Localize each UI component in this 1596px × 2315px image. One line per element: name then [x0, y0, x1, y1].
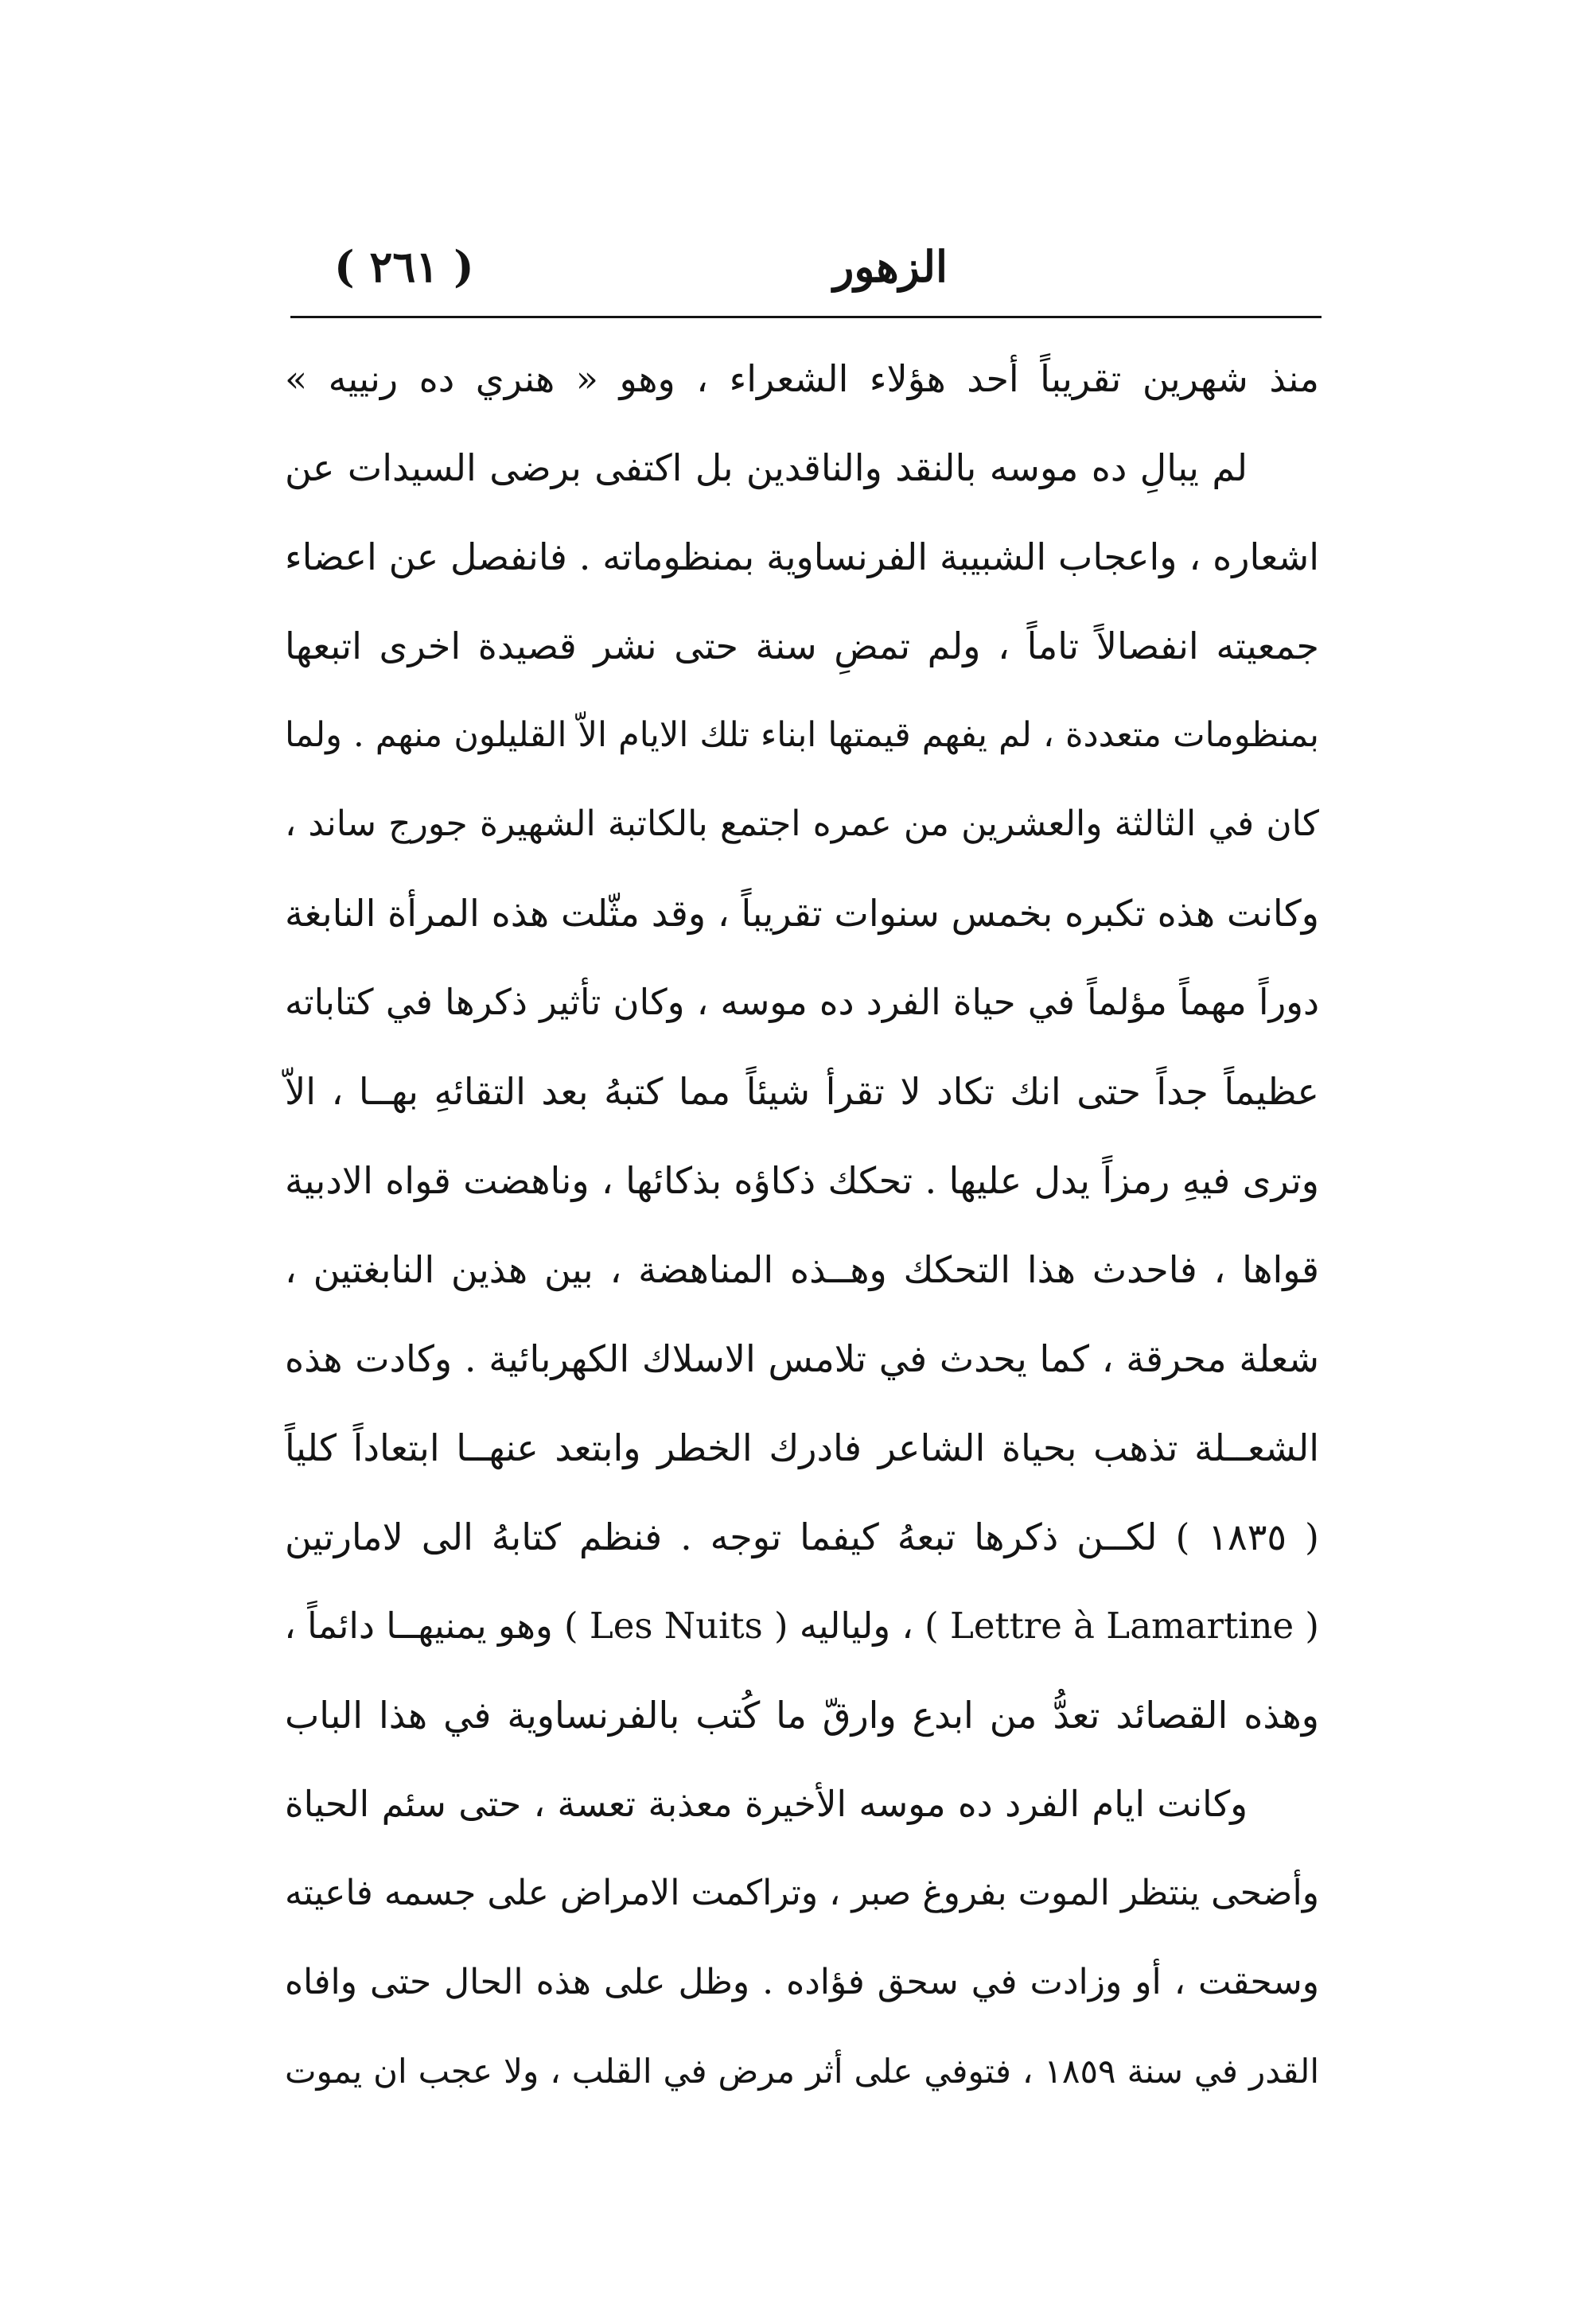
- running-title: الزهور: [833, 241, 948, 292]
- text-line: منذ شهرين تقريباً أحد هؤلاء الشعراء ، وهو « هنري ده رنييه »: [285, 357, 1319, 400]
- body-text: [285, 334, 1319, 2116]
- text-line: لم يبالِ ده موسه بالنقد والناقدين بل اكتفى برضى السيدات عن: [285, 446, 1248, 489]
- text-line: وكانت هذه تكبره بخمس سنوات تقريباً ، وقد مثّلت هذه المرأة النابغة: [285, 892, 1319, 935]
- text-line: ( Lettre à Lamartine ) ، ولياليه ( Les Nuits ) وهو يمنيهــا دائماً ،: [284, 1605, 1319, 1647]
- text-line: وكانت ايام الفرد ده موسه الأخيرة معذبة تعسة ، حتى سئم الحياة: [285, 1783, 1248, 1825]
- page-header: [290, 231, 1322, 307]
- header-rule: [290, 316, 1322, 318]
- text-line: قواها ، فاحدث هذا التحكك وهــذه المناهضة ، بين هذين النابغتين ،: [285, 1248, 1319, 1291]
- text-line: الشعــلة تذهب بحياة الشاعر فادرك الخطر وابتعد عنهــا ابتعاداً كلياً: [285, 1426, 1319, 1469]
- text-line: وسحقت ، أو وزادت في سحق فؤاده . وظل على هذه الحال حتى وافاه: [285, 1962, 1319, 2002]
- text-line: بمنظومات متعددة ، لم يفهم قيمتها ابناء تلك الايام الاّ القليلون منهم . ولما: [285, 715, 1319, 755]
- text-line: وهذه القصائد تعدُّ من ابدع وارقّ ما كُتب بالفرنساوية في هذا الباب: [285, 1694, 1319, 1737]
- page-number: ( ٢٦١ ): [334, 241, 474, 292]
- text-line: وأضحى ينتظر الموت بفروغ صبر ، وتراكمت الامراض على جسمه فاعيته: [285, 1873, 1319, 1913]
- text-line: دوراً مهماً مؤلماً في حياة الفرد ده موسه ، وكان تأثير ذكرها في كتاباته: [285, 981, 1319, 1023]
- text-line: كان في الثالثة والعشرين من عمره اجتمع بالكاتبة الشهيرة جورج ساند ،: [285, 803, 1319, 844]
- text-line: جمعيته انفصالاً تاماً ، ولم تمضِ سنة حتى نشر قصيدة اخرى اتبعها: [285, 624, 1319, 667]
- text-line: ( ١٨٣٥ ) لكــن ذكرها تبعهُ كيفما توجه . فنظم كتابهُ الى لامارتين: [285, 1515, 1319, 1558]
- text-line: وترى فيهِ رمزاً يدل عليها . تحكك ذكاؤه بذكائها ، وناهضت قواه الادبية: [285, 1159, 1319, 1202]
- text-line: القدر في سنة ١٨٥٩ ، فتوفي على أثر مرض في القلب ، ولا عجب ان يموت: [285, 2052, 1319, 2091]
- text-line: عظيماً جداً حتى انك تكاد لا تقرأ شيئاً مما كتبهُ بعد التقائهِ بهــا ، الاّ: [285, 1070, 1320, 1113]
- text-line: شعلة محرقة ، كما يحدث في تلامس الاسلاك الكهربائية . وكادت هذه: [285, 1337, 1319, 1380]
- text-line: اشعاره ، واعجاب الشبيبة الفرنساوية بمنظوماته . فانفصل عن اعضاء: [285, 535, 1319, 578]
